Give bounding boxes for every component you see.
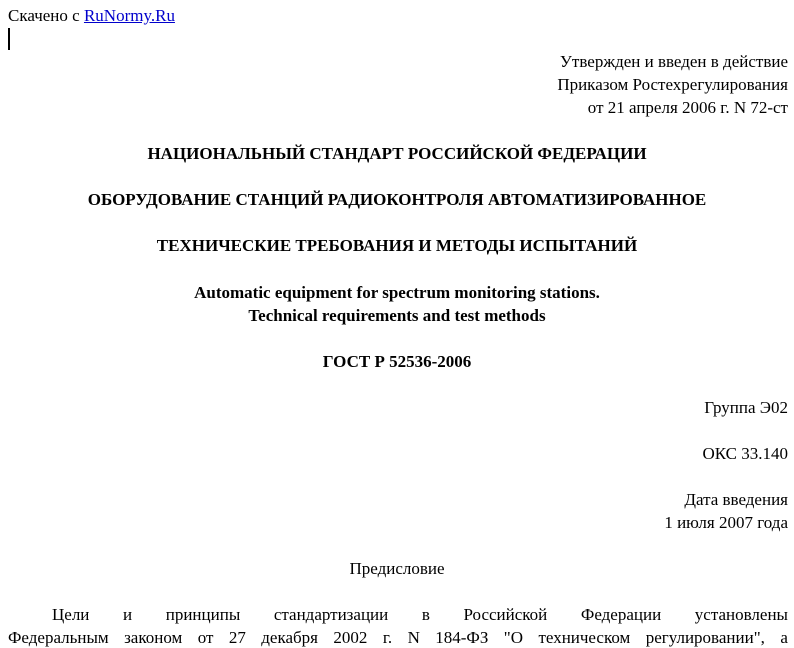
paragraph-word: Федеральным	[8, 628, 109, 647]
download-source	[8, 6, 175, 26]
equipment-title: ОБОРУДОВАНИЕ СТАНЦИЙ РАДИОКОНТРОЛЯ АВТОМАТИЗИРОВАННОЕ	[87, 190, 707, 209]
requirements-title: ТЕХНИЧЕСКИЕ ТРЕБОВАНИЯ И МЕТОДЫ ИСПЫТАНИЙ	[156, 236, 638, 255]
national-standard-title: НАЦИОНАЛЬНЫЙ СТАНДАРТ РОССИЙСКОЙ ФЕДЕРАЦИИ	[147, 144, 647, 163]
paragraph-word: Федерации	[580, 605, 662, 624]
approval-line-2: Приказом Ростехрегулирования	[557, 75, 788, 94]
paragraph-word: 2002	[333, 628, 368, 647]
preface-paragraph-line-2	[8, 628, 788, 648]
site-link[interactable]: RuNormy.Ru	[83, 6, 175, 25]
paragraph-word: Российской	[463, 605, 548, 624]
oks-code: ОКС 33.140	[702, 444, 788, 463]
paragraph-word: а	[780, 628, 788, 647]
paragraph-word: декабря	[261, 628, 318, 647]
paragraph-word: 184-ФЗ	[435, 628, 489, 647]
paragraph-word: "О	[503, 628, 524, 647]
paragraph-word: законом	[124, 628, 183, 647]
paragraph-word: регулировании",	[645, 628, 765, 647]
text-cursor	[8, 28, 10, 50]
english-title-line-1: Automatic equipment for spectrum monitoring stations.	[194, 283, 600, 302]
english-title-line-2: Technical requirements and test methods	[248, 306, 546, 325]
paragraph-word: стандартизации	[273, 605, 389, 624]
paragraph-word: г.	[382, 628, 393, 647]
gost-number: ГОСТ Р 52536-2006	[322, 352, 472, 371]
paragraph-word: техническом	[538, 628, 631, 647]
group-code: Группа Э02	[704, 398, 788, 417]
paragraph-word: 27	[228, 628, 246, 647]
preface-heading: Предисловие	[349, 559, 445, 578]
download-prefix: Скачено с	[8, 6, 80, 25]
paragraph-word: от	[197, 628, 214, 647]
paragraph-word: и	[123, 605, 133, 624]
paragraph-word: в	[421, 605, 430, 624]
paragraph-word: Цели	[52, 605, 90, 624]
paragraph-word: установлены	[694, 605, 788, 624]
preface-paragraph-line-1	[52, 605, 788, 625]
intro-date: 1 июля 2007 года	[664, 513, 788, 532]
intro-date-label: Дата введения	[684, 490, 788, 509]
approval-line-3: от 21 апреля 2006 г. N 72-ст	[587, 98, 788, 117]
paragraph-word: принципы	[165, 605, 241, 624]
approval-line-1: Утвержден и введен в действие	[559, 52, 788, 71]
paragraph-word: N	[407, 628, 420, 647]
